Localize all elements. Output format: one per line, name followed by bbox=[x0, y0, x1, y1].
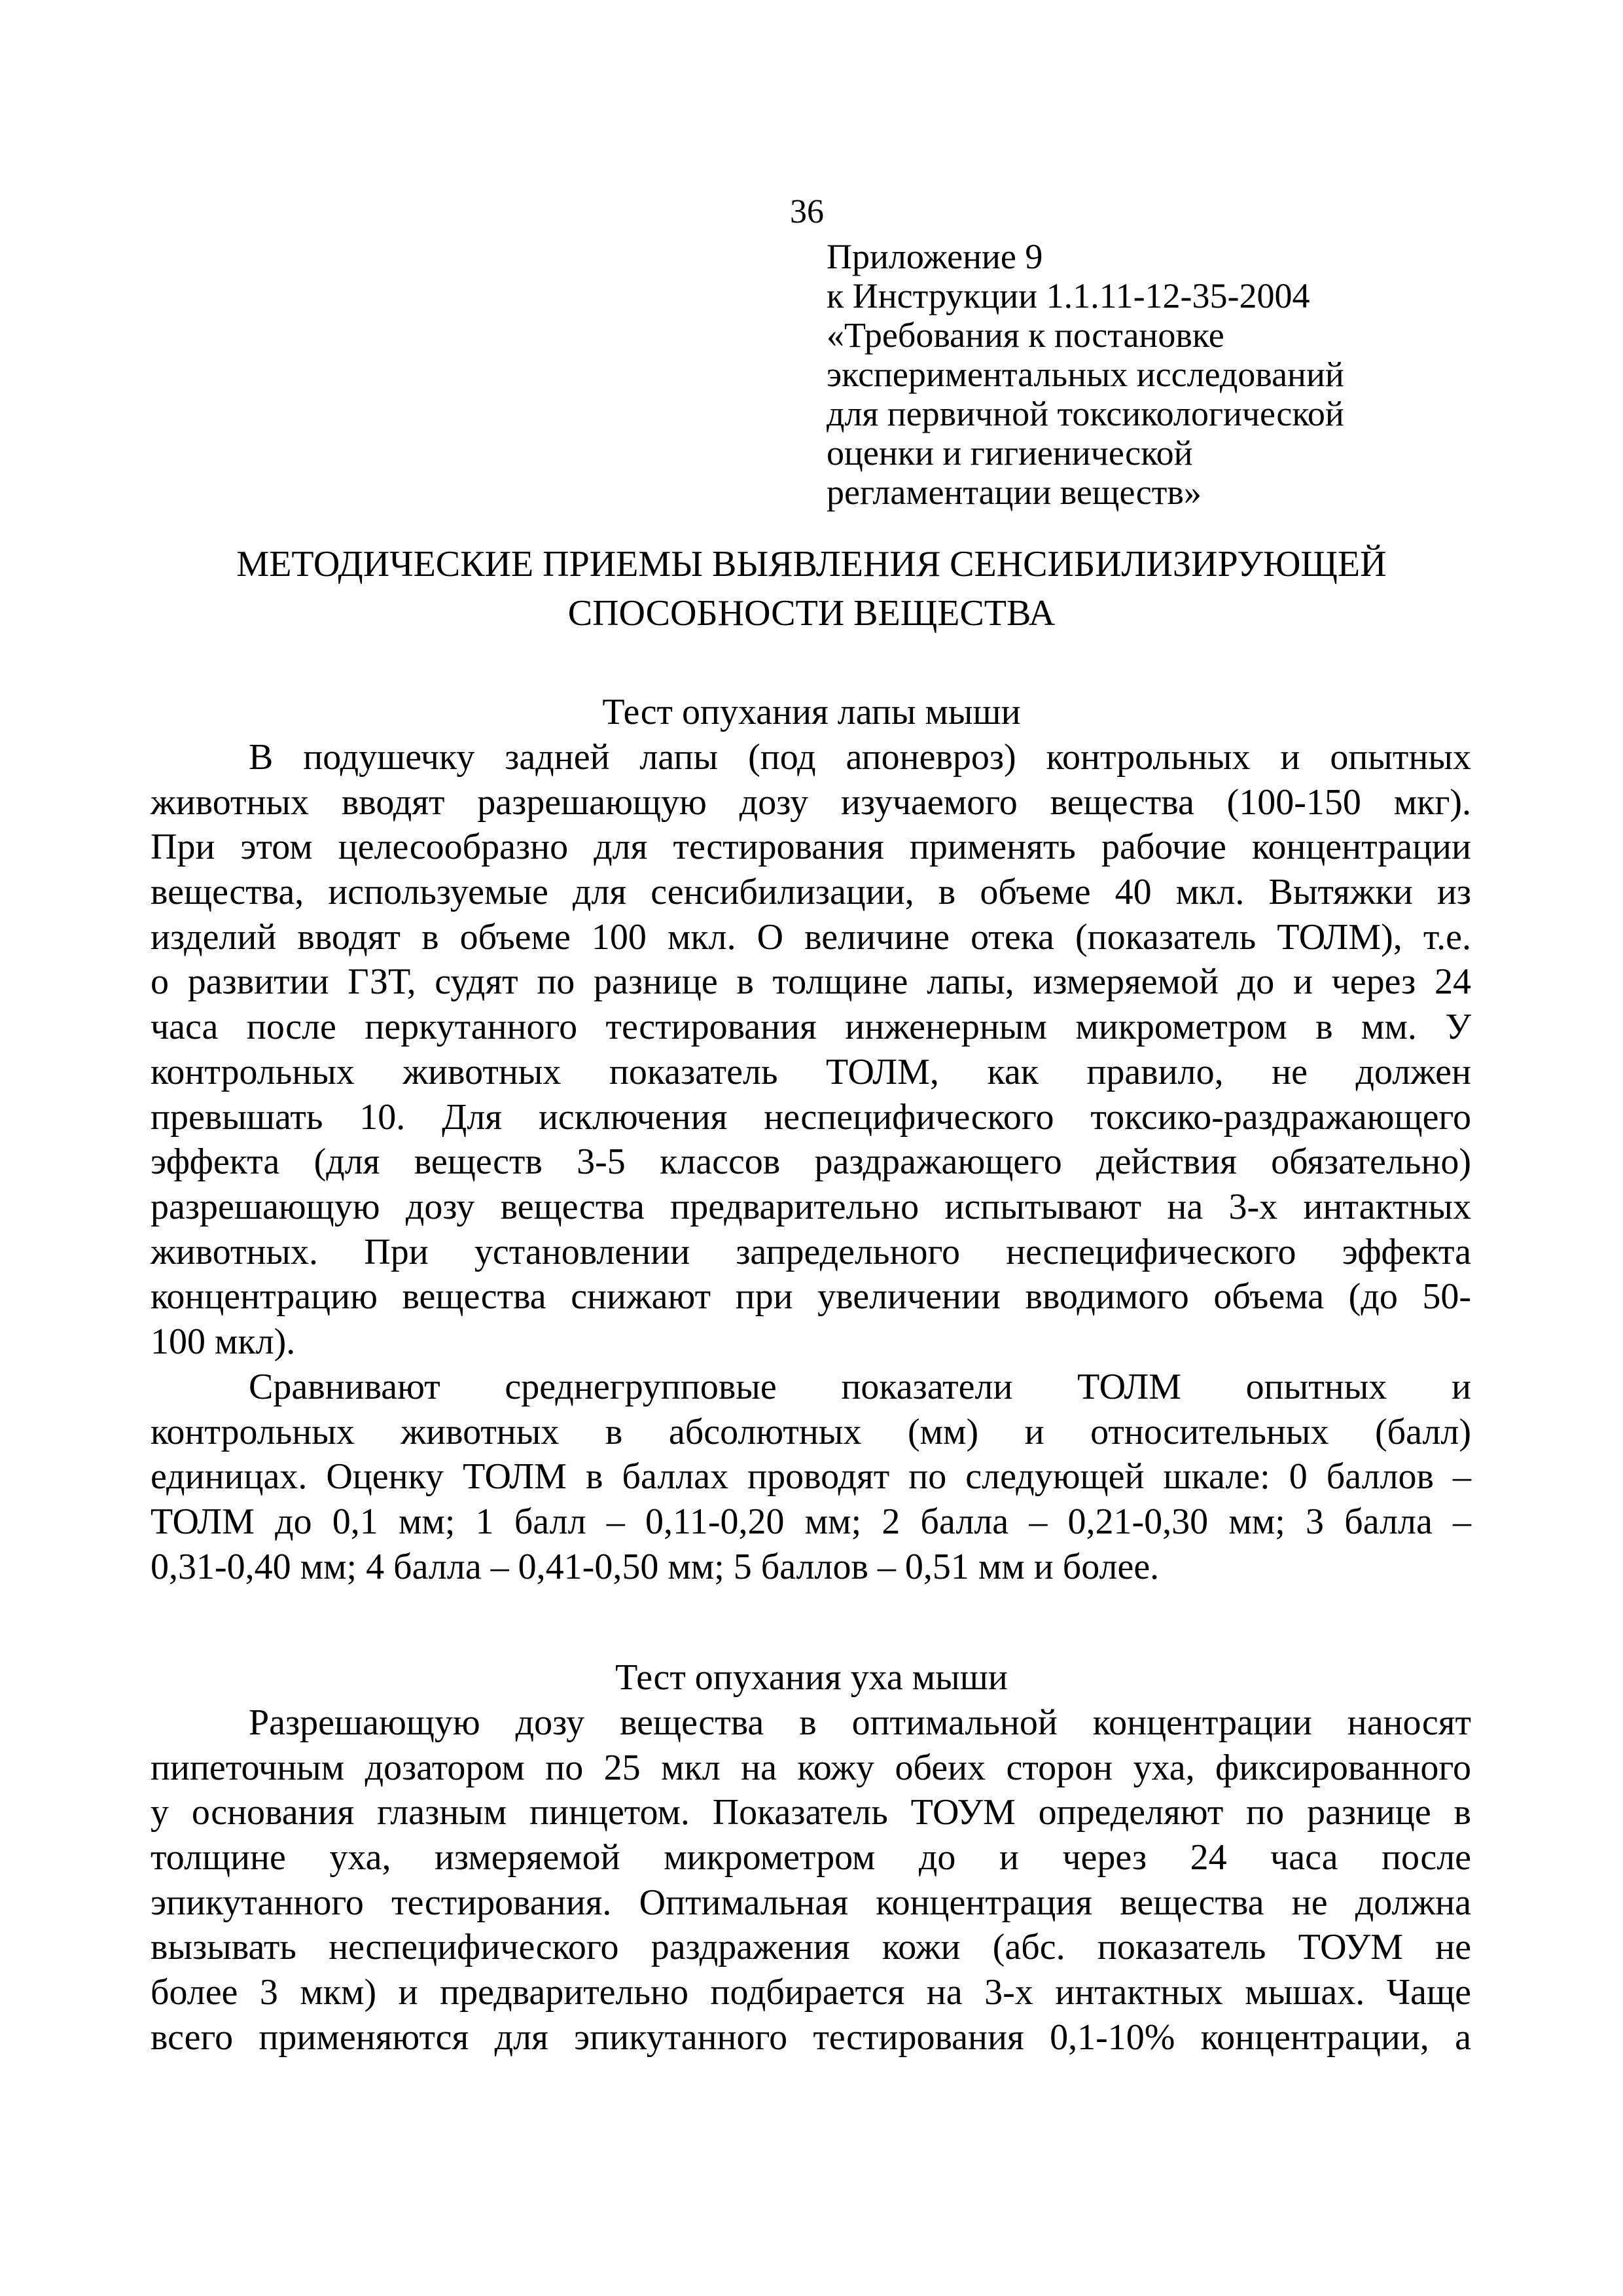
text-line: более 3 мкм) и предварительно подбирается на 3-х интактных мышах. Чаще bbox=[151, 1972, 1471, 2013]
appendix-reference bbox=[827, 237, 1514, 512]
title-line: СПОСОБНОСТИ ВЕЩЕСТВА bbox=[567, 593, 1056, 634]
text-line: 0,31-0,40 мм; 4 балла – 0,41-0,50 мм; 5 баллов – 0,51 мм и более. bbox=[151, 1546, 1160, 1587]
text-line: часа после перкутанного тестирования инженерным микрометром в мм. У bbox=[151, 1007, 1471, 1048]
paragraph-paw-scale bbox=[151, 1365, 1471, 1589]
page-number: 36 bbox=[790, 193, 824, 230]
text-line: пипеточным дозатором по 25 мкл на кожу обеих сторон уха, фиксированного bbox=[151, 1747, 1471, 1788]
text-line: 100 мкл). bbox=[151, 1321, 296, 1362]
text-line: всего применяются для эпикутанного тестирования 0,1-10% концентрации, а bbox=[151, 2017, 1471, 2058]
title-line: МЕТОДИЧЕСКИЕ ПРИЕМЫ ВЫЯВЛЕНИЯ СЕНСИБИЛИЗИРУЮЩЕЙ bbox=[236, 544, 1387, 584]
text-line: у основания глазным пинцетом. Показатель ТОУМ определяют по разнице в bbox=[151, 1792, 1471, 1833]
appendix-line: оценки и гигиенической bbox=[827, 433, 1193, 473]
text-line: разрешающую дозу вещества предварительно испытывают на 3-х интактных bbox=[151, 1186, 1471, 1227]
section-title-paw-test: Тест опухания лапы мыши bbox=[602, 692, 1021, 732]
paragraph-ear-method bbox=[151, 1700, 1471, 2060]
text-line: о развитии ГЗТ, судят по разнице в толщине лапы, измеряемой до и через 24 bbox=[151, 961, 1471, 1003]
text-line: вызывать неспецифического раздражения кожи (абс. показатель ТОУМ не bbox=[151, 1927, 1471, 1968]
appendix-line: регламентации веществ» bbox=[827, 473, 1202, 512]
appendix-line: к Инструкции 1.1.11-12-35-2004 bbox=[827, 276, 1310, 315]
text-line: При этом целесообразно для тестирования применять рабочие концентрации bbox=[151, 827, 1471, 868]
text-line: изделий вводят в объеме 100 мкл. О величине отека (показатель ТОЛМ), т.е. bbox=[151, 916, 1471, 958]
text-line: толщине уха, измеряемой микрометром до и через 24 часа после bbox=[151, 1837, 1471, 1878]
appendix-line: Приложение 9 bbox=[827, 237, 1043, 276]
text-line: В подушечку задней лапы (под апоневроз) контрольных и опытных bbox=[249, 737, 1471, 778]
appendix-line: «Требования к постановке bbox=[827, 315, 1224, 355]
text-line: Разрешающую дозу вещества в оптимальной концентрации наносят bbox=[249, 1702, 1471, 1743]
text-line: ТОЛМ до 0,1 мм; 1 балл – 0,11-0,20 мм; 2 балла – 0,21-0,30 мм; 3 балла – bbox=[151, 1501, 1471, 1543]
text-line: единицах. Оценку ТОЛМ в баллах проводят по следующей шкале: 0 баллов – bbox=[151, 1456, 1471, 1498]
document-title bbox=[151, 540, 1472, 638]
appendix-line: для первичной токсикологической bbox=[827, 394, 1344, 433]
text-line: контрольных животных в абсолютных (мм) и относительных (балл) bbox=[151, 1411, 1471, 1452]
text-line: животных вводят разрешающую дозу изучаемого вещества (100-150 мкг). bbox=[151, 781, 1471, 823]
text-line: эффекта (для веществ 3-5 классов раздражающего действия обязательно) bbox=[151, 1141, 1471, 1183]
text-line: эпикутанного тестирования. Оптимальная концентрация вещества не должна bbox=[151, 1882, 1471, 1923]
text-line: контрольных животных показатель ТОЛМ, как правило, не должен bbox=[151, 1051, 1471, 1092]
text-line: вещества, используемые для сенсибилизации, в объеме 40 мкл. Вытяжки из bbox=[151, 872, 1471, 913]
text-line: концентрацию вещества снижают при увеличении вводимого объема (до 50- bbox=[151, 1276, 1471, 1318]
paragraph-paw-method bbox=[151, 735, 1471, 1365]
section-title-ear-test: Тест опухания уха мыши bbox=[615, 1657, 1008, 1698]
appendix-line: экспериментальных исследований bbox=[827, 355, 1344, 394]
text-line: превышать 10. Для исключения неспецифического токсико-раздражающего bbox=[151, 1096, 1471, 1138]
text-line: Сравнивают среднегрупповые показатели ТОЛМ опытных и bbox=[249, 1367, 1471, 1407]
text-line: животных. При установлении запредельного неспецифического эффекта bbox=[151, 1231, 1471, 1272]
